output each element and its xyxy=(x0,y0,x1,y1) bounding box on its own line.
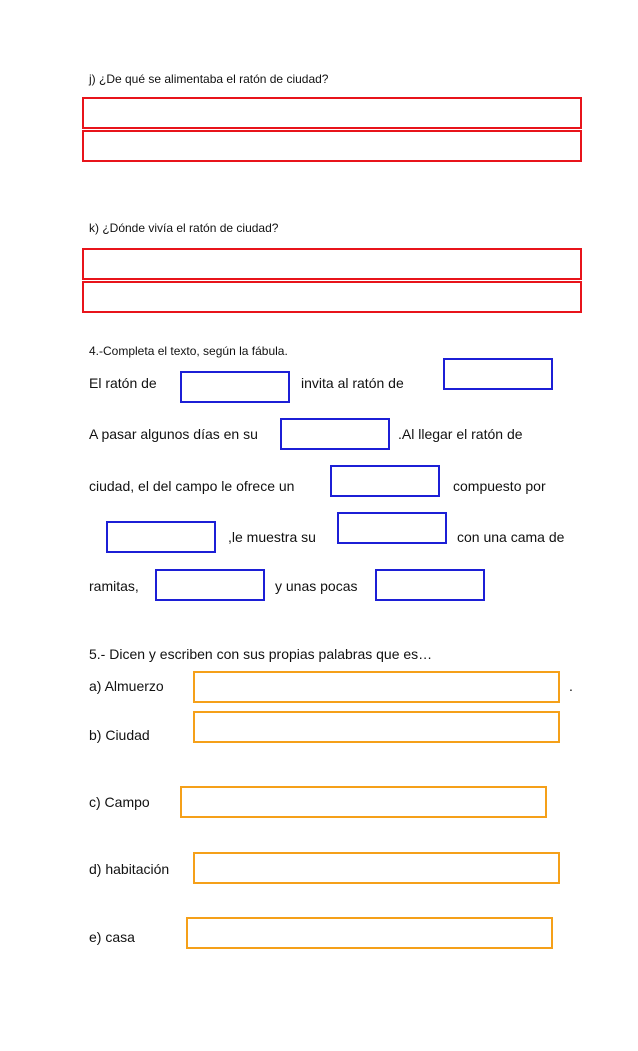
section4-line3-text-b: compuesto por xyxy=(453,478,546,494)
section4-line4-text-b: con una cama de xyxy=(457,529,565,545)
question-j-answer-line-1[interactable] xyxy=(82,97,582,129)
section4-line1-text-b: invita al ratón de xyxy=(301,375,404,391)
definition-field-casa[interactable] xyxy=(186,917,553,949)
section5-item-a-trailing: . xyxy=(569,678,573,694)
blank-field-8[interactable] xyxy=(375,569,485,601)
blank-field-7[interactable] xyxy=(155,569,265,601)
section5-item-e-label: e) casa xyxy=(89,929,135,945)
question-j-answer-line-2[interactable] xyxy=(82,130,582,162)
section5-item-a-label: a) Almuerzo xyxy=(89,678,164,694)
blank-field-3[interactable] xyxy=(280,418,390,450)
blank-field-4[interactable] xyxy=(330,465,440,497)
section4-line3-text-a: ciudad, el del campo le ofrece un xyxy=(89,478,295,494)
section4-line1-text-a: El ratón de xyxy=(89,375,157,391)
question-k-answer-line-1[interactable] xyxy=(82,248,582,280)
blank-field-5[interactable] xyxy=(106,521,216,553)
section5-item-d-label: d) habitación xyxy=(89,861,170,877)
section4-line5-text-a: ramitas, xyxy=(89,578,139,594)
definition-field-campo[interactable] xyxy=(180,786,547,818)
section5-item-c-label: c) Campo xyxy=(89,794,150,810)
section4-heading: 4.-Completa el texto, según la fábula. xyxy=(89,344,288,358)
section4-line5-text-b: y unas pocas xyxy=(275,578,358,594)
section4-line4-text-a: ,le muestra su xyxy=(228,529,316,545)
section5-heading: 5.- Dicen y escriben con sus propias palabras que es… xyxy=(89,646,433,662)
section4-line2-text-b: .Al llegar el ratón de xyxy=(398,426,523,442)
blank-field-1[interactable] xyxy=(180,371,290,403)
definition-field-habitacion[interactable] xyxy=(193,852,560,884)
question-k-answer-line-2[interactable] xyxy=(82,281,582,313)
question-j-label: j) ¿De qué se alimentaba el ratón de ciudad? xyxy=(89,72,329,86)
section5-item-b-label: b) Ciudad xyxy=(89,727,150,743)
section4-line2-text-a: A pasar algunos días en su xyxy=(89,426,258,442)
question-k-label: k) ¿Dónde vivía el ratón de ciudad? xyxy=(89,221,279,235)
blank-field-2[interactable] xyxy=(443,358,553,390)
blank-field-6[interactable] xyxy=(337,512,447,544)
definition-field-ciudad[interactable] xyxy=(193,711,560,743)
definition-field-almuerzo[interactable] xyxy=(193,671,560,703)
